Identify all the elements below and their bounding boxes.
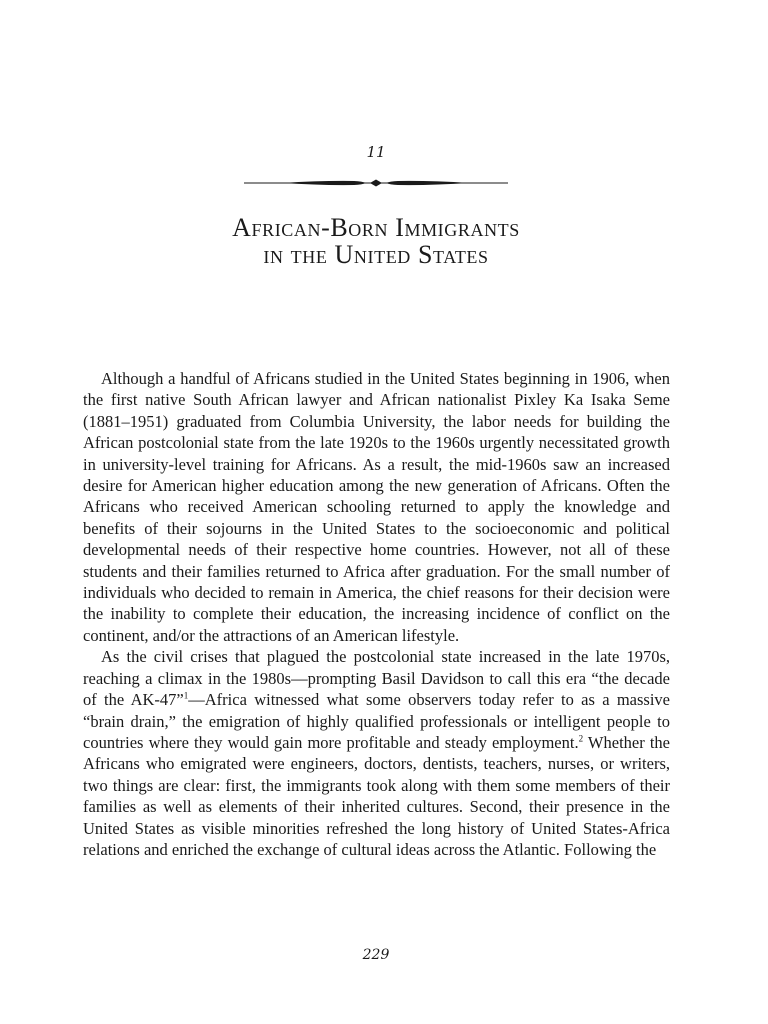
footnote-reference-2: 2 [578,733,584,744]
paragraph-2-part-a: As the civil crises that plagued the postcolonial state increased in the late 1970s, reaching a climax in the 1980s—prompting Basil Davidson to call this era “the decade of the AK-47” [83,647,670,710]
ornamental-rule-divider [242,176,510,190]
paragraph-1: Although a handful of Africans studied in the United States beginning in 1906, when the first native South African lawyer and African nationalist Pixley Ka Isaka Seme (1881–1951) graduated from Columbia University, the labor needs for building the African postcolonial state from the late 1920s to the 1960s urgently necessitated growth in university-level training for Africans. As a result, the mid-1960s saw an increased desire for American higher education among the new generation of Africans. Often the Africans who received American schooling returned to apply the knowledge and benefits of their sojourns in the United States to the socioeconomic and political developmental needs of their respective home countries. However, not all of these students and their families returned to Africa after graduation. For the small number of individuals who decided to remain in America, the chief reasons for their decision were the inability to complete their education, the increasing incidence of conflict on the continent, and/or the attractions of an American lifestyle. [83,369,670,645]
body-text [83,368,670,860]
paragraph-2 [83,646,670,860]
paragraph-2-part-c: Whether the Africans who emigrated were engineers, doctors, dentists, teachers, nurses, or writers, two things are clear: first, the immigrants took along with them some members of their families as well as elements of their inherited cultures. Second, their presence in the United States as visible minorities refreshed the long history of United States-Africa relations and enriched the exchange of cultural ideas across the Atlantic. Following the [83,732,670,859]
chapter-title-line-1: African-Born Immigrants [232,213,520,242]
footnote-reference-1: 1 [183,690,189,701]
chapter-title [0,214,752,268]
page-number: 229 [362,947,390,963]
paragraph-2-part-b: —Africa witnessed what some observers today refer to as a massive “brain drain,” the emigration of highly qualified professionals or intelligent people to countries where they would gain more profitable and steady employment. [83,690,670,752]
chapter-title-line-2: in the United States [263,240,489,269]
chapter-number: 11 [366,143,386,161]
